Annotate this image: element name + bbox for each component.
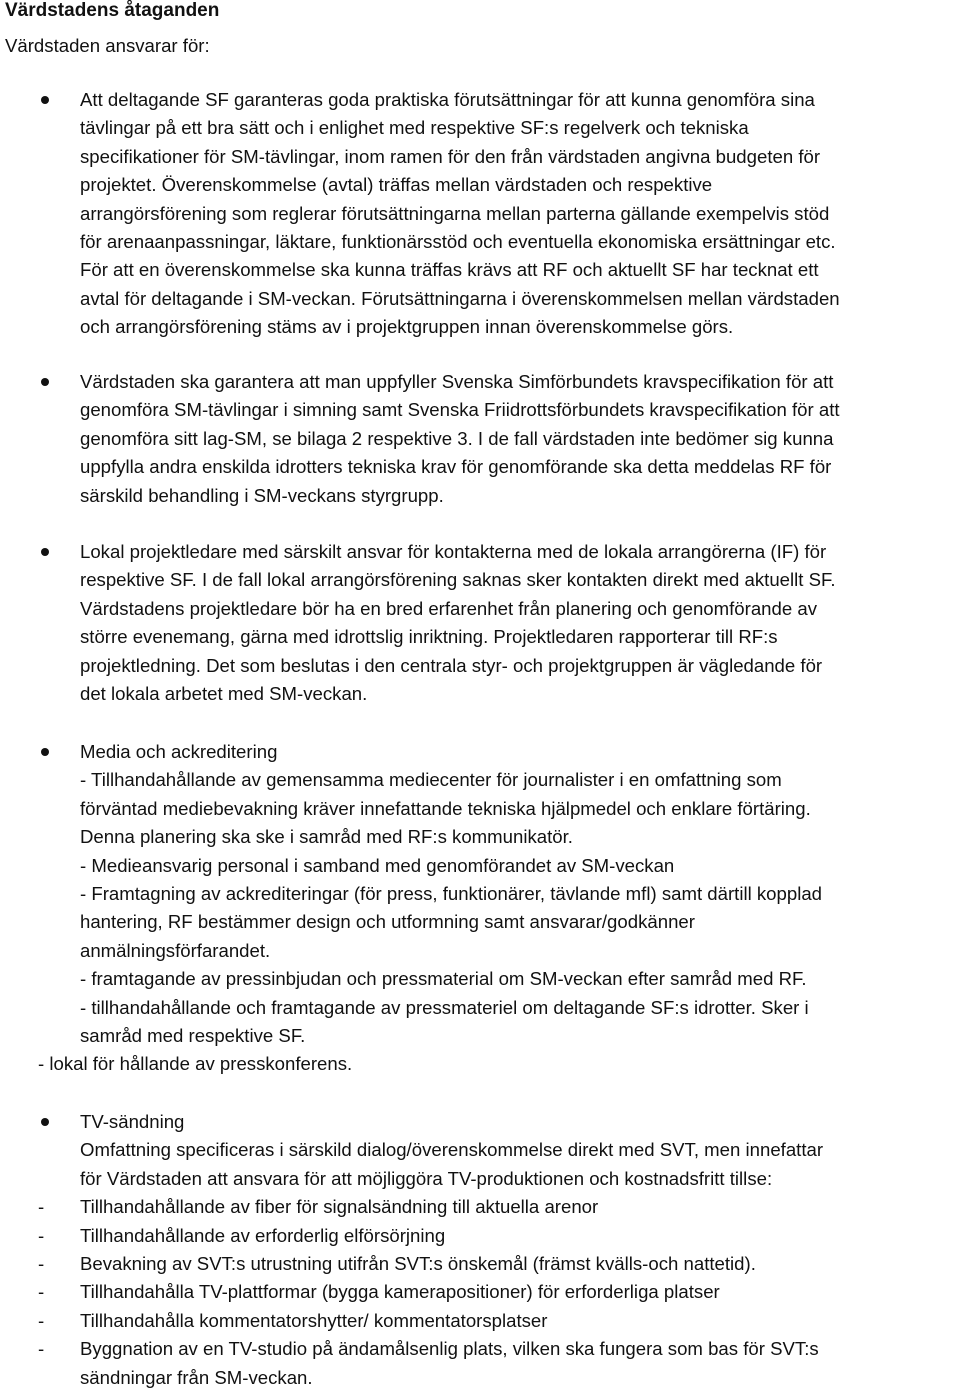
bullet-text-line: arrangörsförening som reglerar förutsättningarna mellan parterna gällande exempelvis stöd (80, 202, 830, 224)
dash-marker: - (38, 1338, 45, 1360)
bullet-text-line: tävlingar på ett bra sätt och i enlighet med respektive SF:s regelverk och tekniska (80, 117, 749, 139)
bullet-text-line: Att deltagande SF garanteras goda praktiska förutsättningar för att kunna genomföra sina (80, 89, 815, 110)
outdented-line: - lokal för hållande av presskonferens. (38, 1053, 353, 1075)
bullet-text-line: det lokala arbetet med SM-veckan. (80, 683, 368, 704)
bullet-text-line: - Medieansvarig personal i samband med genomförandet av SM-veckan (80, 854, 675, 876)
bullet-text-line: - tillhandahållande och framtagande av pressmateriel om deltagande SF:s idrotter. Sker i (80, 996, 809, 1018)
bullet-dot-icon (41, 96, 49, 104)
bullet-text-line: - framtagande av pressinbjudan och pressmaterial om SM-veckan efter samråd med RF. (80, 968, 807, 990)
dash-marker: - (38, 1309, 45, 1331)
dash-list-item: Tillhandahålla TV-plattformar (bygga kamerapositioner) för erforderliga platser (80, 1281, 720, 1303)
bullet-text-line: Värdstadens projektledare bör ha en bred erfarenhet från planering och genomförande av (80, 597, 818, 619)
bullet-text-line: Omfattning specificeras i särskild dialog/överenskommelse direkt med SVT, men innefattar (80, 1139, 824, 1161)
bullet-text-line: TV-sändning (80, 1111, 185, 1132)
dash-list-item: Bevakning av SVT:s utrustning utifrån SVT:s önskemål (främst kvälls-och nattetid). (80, 1253, 756, 1274)
dash-marker: - (38, 1196, 45, 1218)
bullet-text-line: anmälningsförfarandet. (80, 939, 271, 961)
bullet-text-line: - Tillhandahållande av gemensamma mediecenter för journalister i en omfattning som (80, 769, 782, 791)
bullet-text-line: projektet. Överenskommelse (avtal) träffas mellan värdstaden och respektive (80, 174, 713, 196)
bullet-text-line: avtal för deltagande i SM-veckan. Förutsättningarna i överenskommelsen mellan värdstaden (80, 287, 840, 309)
bullet-text-line: särskild behandling i SM-veckans styrgrupp. (80, 484, 444, 506)
bullet-text-line: större evenemang, gärna med idrottslig inriktning. Projektledaren rapporterar till RF:s (80, 626, 778, 648)
bullet-dot-icon (41, 548, 49, 556)
dash-list-item: Byggnation av en TV-studio på ändamålsenlig plats, vilken ska fungera som bas för SVT:s (80, 1338, 819, 1360)
bullet-text-line: uppfylla andra enskilda idrotters tekniska krav för genomförande ska detta meddelas RF för (80, 456, 832, 478)
bullet-text-line: förväntad mediebevakning kräver innefattande tekniska hjälpmedel och enklare förtäring. (80, 797, 811, 819)
dash-list-item: Tillhandahållande av fiber för signalsändning till aktuella arenor (80, 1196, 599, 1218)
dash-list-item: Tillhandahållande av erforderlig elförsörjning (80, 1224, 446, 1246)
bullet-text-line: respektive SF. I de fall lokal arrangörsförening saknas sker kontakten direkt med aktuellt SF. (80, 569, 836, 591)
bullet-dot-icon (41, 1118, 49, 1126)
bullet-text-line: för arenaanpassningar, läktare, funktionärsstöd och eventuella ekonomiska ersättningar etc. (80, 231, 836, 252)
dash-list-item: Tillhandahålla kommentatorshytter/ kommentatorsplatser (80, 1309, 548, 1331)
bullet-text-line: - Framtagning av ackrediteringar (för press, funktionärer, tävlande mfl) samt därtill kopplad (80, 883, 823, 904)
bullet-text-line: Denna planering ska ske i samråd med RF:s kommunikatör. (80, 826, 573, 848)
dash-marker: - (38, 1281, 45, 1303)
bullet-text-line: projektledning. Det som beslutas i den centrala styr- och projektgruppen är vägledande för (80, 654, 823, 676)
bullet-text-line: samråd med respektive SF. (80, 1025, 306, 1046)
section-heading: Värdstadens åtaganden (5, 0, 220, 21)
dash-marker: - (38, 1224, 45, 1246)
bullet-dot-icon (41, 378, 49, 386)
dash-list-item: sändningar från SM-veckan. (80, 1366, 313, 1388)
intro-text: Värdstaden ansvarar för: (5, 35, 210, 56)
bullet-text-line: hantering, RF bestämmer design och utformning samt ansvarar/godkänner (80, 911, 695, 933)
bullet-text-line: Värdstaden ska garantera att man uppfyller Svenska Simförbundets kravspecifikation för att (80, 371, 834, 392)
dash-marker: - (38, 1253, 45, 1274)
bullet-text-line: För att en överenskommelse ska kunna träffas krävs att RF och aktuellt SF har tecknat ett (80, 259, 819, 281)
bullet-text-line: Media och ackreditering (80, 741, 278, 762)
bullet-text-line: genomföra SM-tävlingar i simning samt Svenska Friidrottsförbundets kravspecifikation för att (80, 399, 840, 421)
bullet-text-line: Lokal projektledare med särskilt ansvar för kontakterna med de lokala arrangörerna (IF) för (80, 541, 827, 562)
bullet-text-line: och arrangörsförening stäms av i projektgruppen innan överenskommelse görs. (80, 316, 734, 338)
bullet-text-line: genomföra sitt lag-SM, se bilaga 2 respektive 3. I de fall värdstaden inte bedömer sig kunna (80, 427, 834, 449)
bullet-dot-icon (41, 748, 49, 756)
bullet-text-line: för Värdstaden att ansvara för att möjliggöra TV-produktionen och kostnadsfritt tillse: (80, 1167, 773, 1189)
bullet-text-line: specifikationer för SM-tävlingar, inom ramen för den från värdstaden angivna budgeten för (80, 145, 821, 167)
